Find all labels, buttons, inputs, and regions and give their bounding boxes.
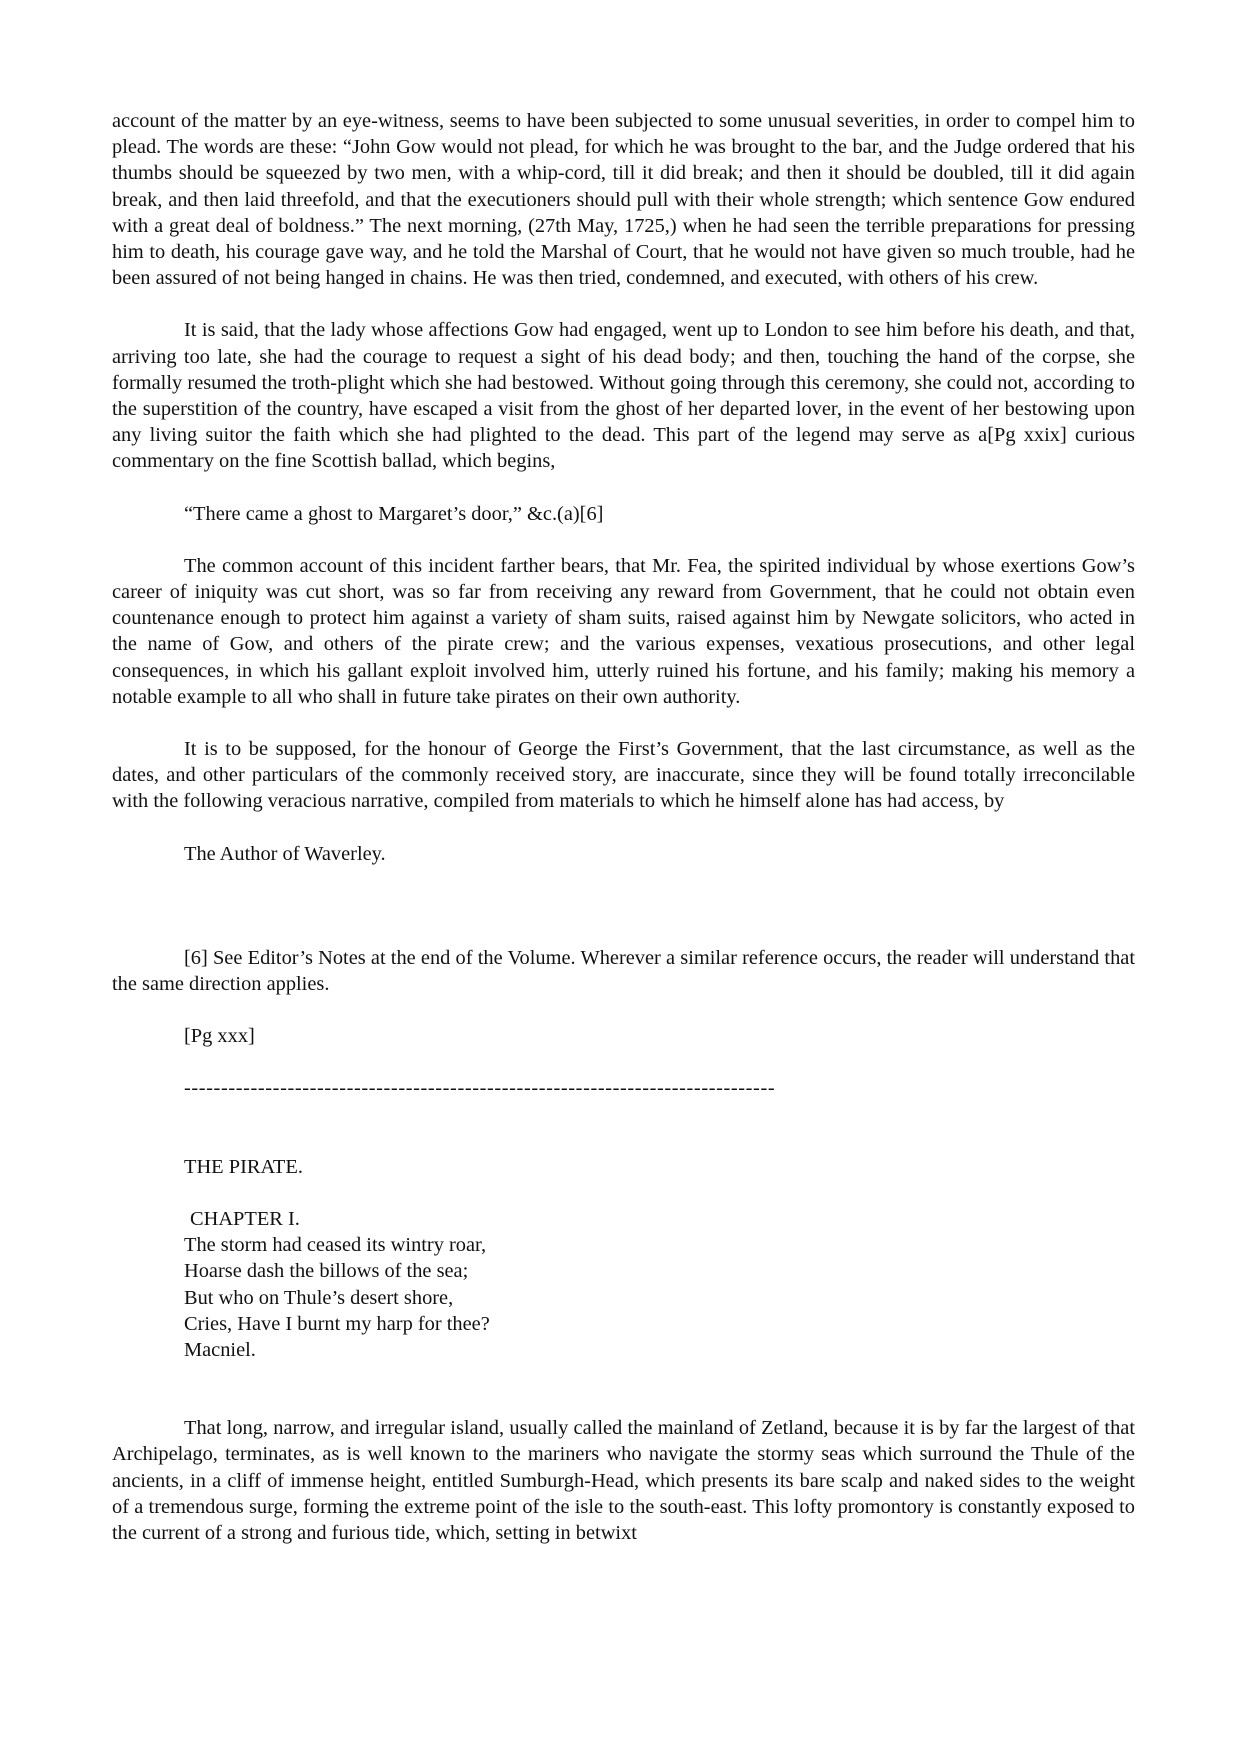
document-page xyxy=(112,108,1135,1572)
page-marker: [Pg xxx] xyxy=(184,1025,255,1048)
paragraph-george-government: It is to be supposed, for the honour of George the First’s Government, that the last circumstance, as well as the dates, and other particulars of the commonly received story, are inaccurate, since they will be found totally irreconcilable with the following veracious narrative, compiled from materials to which he himself alone has had access, by xyxy=(112,738,1135,813)
chapter-heading: CHAPTER I. xyxy=(190,1207,300,1230)
separator-line: -------------------------------------------------------------------------------- xyxy=(184,1077,776,1100)
verse-line: Hoarse dash the billows of the sea; xyxy=(184,1260,469,1283)
verse-line: But who on Thule’s desert shore, xyxy=(184,1286,454,1309)
paragraph-mr-fea: The common account of this incident farther bears, that Mr. Fea, the spirited individual by whose exertions Gow’s career of iniquity was cut short, was so far from receiving any reward from Government, that he could not obtain even countenance enough to protect him against a variety of sham suits, raised against him by Newgate solicitors, who acted in the name of Gow, and others of the pirate crew; and the various expenses, vexatious prosecutions, and other legal consequences, in which his gallant exploit involved him, utterly ruined his fortune, and his family; making his memory a notable example to all who shall in future take pirates on their own authority. xyxy=(112,554,1135,708)
verse-attribution: Macniel. xyxy=(184,1338,256,1361)
spacer xyxy=(112,893,1135,945)
verse-line: Cries, Have I burnt my harp for thee? xyxy=(184,1312,490,1335)
book-title: THE PIRATE. xyxy=(184,1155,303,1178)
paragraph-zetland: That long, narrow, and irregular island, usually called the mainland of Zetland, because it is by far the largest of that Archipelago, terminates, as is well known to the mariners who navigate the stormy seas which surround the Thule of the ancients, in a cliff of immense height, entitled Sumburgh-Head, which presents its bare scalp and naked sides to the weight of a tremendous surge, forming the extreme point of the isle to the south-east. This lofty promontory is constantly exposed to the current of a strong and furious tide, which, setting in betwixt xyxy=(112,1417,1135,1544)
ballad-quote: “There came a ghost to Margaret’s door,” &c.(a)[6] xyxy=(184,502,604,525)
paragraph-lady-legend: It is said, that the lady whose affections Gow had engaged, went up to London to see him before his death, and that, arriving too late, she had the courage to request a sight of his dead body; and then, touching the hand of the corpse, she formally resumed the troth-plight which she had bestowed. Without going through this ceremony, she could not, according to the superstition of the country, have escaped a visit from the ghost of her departed lover, in the event of her bestowing upon any living suitor the faith which she had plighted to the dead. This part of the legend may serve as a[Pg xxix] curious commentary on the fine Scottish ballad, which begins, xyxy=(112,319,1135,473)
paragraph-gow-trial: account of the matter by an eye-witness, seems to have been subjected to some unusual severities, in order to compel him to plead. The words are these: “John Gow would not plead, for which he was brought to the bar, and the Judge ordered that his thumbs should be squeezed by two men, with a whip-cord, till it did break; and then it should be doubled, till it did again break, and then laid threefold, and that the executioners should pull with their whole strength; which sentence Gow endured with a great deal of boldness.” The next morning, (27th May, 1725,) when he had seen the terrible preparations for pressing him to death, his courage gave way, and he told the Marshal of Court, that he would not have given so much trouble, had he been assured of not being hanged in chains. He was then tried, condemned, and executed, with others of his crew. xyxy=(112,110,1135,290)
verse-line: The storm had ceased its wintry roar, xyxy=(184,1234,487,1257)
footnote: [6] See Editor’s Notes at the end of the Volume. Wherever a similar reference occurs, the reader will understand that the same direction applies. xyxy=(112,946,1135,996)
author-signature: The Author of Waverley. xyxy=(184,842,386,865)
chapter-opening xyxy=(184,1206,1135,1363)
